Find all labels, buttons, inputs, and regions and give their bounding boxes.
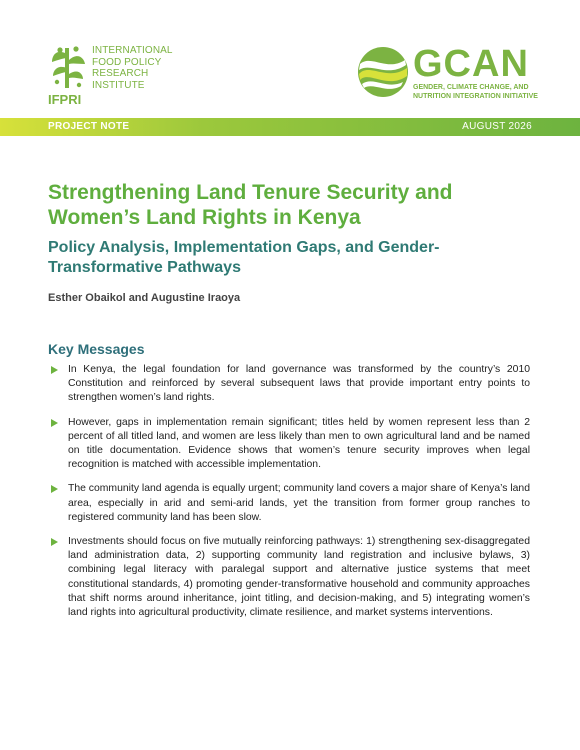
key-message-text: Investments should focus on five mutually reinforcing pathways: 1) strengthening sex-disaggregated land administration data, 2) supporting community land registration and inclusive bylaws, 3) combining legal literacy with paralegal support and alternative justice systems that meet constitutional standards, 4) promoting gender-transformative household and community approaches that shift norms around inheritance, joint titling, and decision-making, and 5) integrating women’s land rights into agricultural productivity, climate resilience, and market systems interventions.: [68, 536, 530, 619]
key-message-text: In Kenya, the legal foundation for land governance was transformed by the country’s 2010 Constitution and reinforced by several subsequent laws that provide important entry points to strengthen women’s land rights.: [68, 364, 530, 404]
document-type-label: PROJECT NOTE: [48, 121, 130, 132]
key-message-text: However, gaps in implementation remain significant; titles held by women represent less than 2 percent of all titled land, and women are less likely than men to own agricultural land and be named on title documentation. Evidence shows that women’s tenure security improves when legal recognition is matched with accessible implementation.: [68, 416, 530, 471]
ifpri-name: INTERNATIONAL FOOD POLICY RESEARCH INSTITUTE: [92, 45, 173, 91]
publication-date: AUGUST 2026: [462, 121, 532, 132]
triangle-bullet-icon: [51, 538, 58, 546]
key-messages-heading: Key Messages: [48, 341, 145, 357]
list-item: [48, 416, 530, 473]
project-note-band: [0, 118, 580, 136]
authors: Esther Obaikol and Augustine Iraoya: [48, 292, 241, 304]
gcan-wordmark: GCAN: [413, 43, 529, 85]
ifpri-plant-icon: [48, 44, 88, 106]
list-item: [48, 482, 530, 525]
ifpri-logo-block: [48, 44, 188, 110]
list-item: [48, 363, 530, 406]
key-messages-list: [48, 363, 530, 630]
triangle-bullet-icon: [51, 485, 58, 493]
gcan-globe-icon: [357, 46, 409, 98]
triangle-bullet-icon: [51, 366, 58, 374]
ifpri-acronym: IFPRI: [48, 92, 82, 106]
triangle-bullet-icon: [51, 419, 58, 427]
list-item: [48, 535, 530, 620]
gcan-tagline: GENDER, CLIMATE CHANGE, AND NUTRITION INTEGRATION INITIATIVE: [413, 84, 538, 100]
document-title: Strengthening Land Tenure Security and Women’s Land Rights in Kenya: [48, 181, 453, 229]
key-message-text: The community land agenda is equally urgent; community land covers a major share of Kenya’s land area, especially in arid and semi-arid lands, yet the transition from former group ranches to registered community land has been slow.: [68, 483, 530, 523]
gcan-logo-block: [357, 43, 538, 108]
document-subtitle: Policy Analysis, Implementation Gaps, and Gender-Transformative Pathways: [48, 239, 440, 276]
